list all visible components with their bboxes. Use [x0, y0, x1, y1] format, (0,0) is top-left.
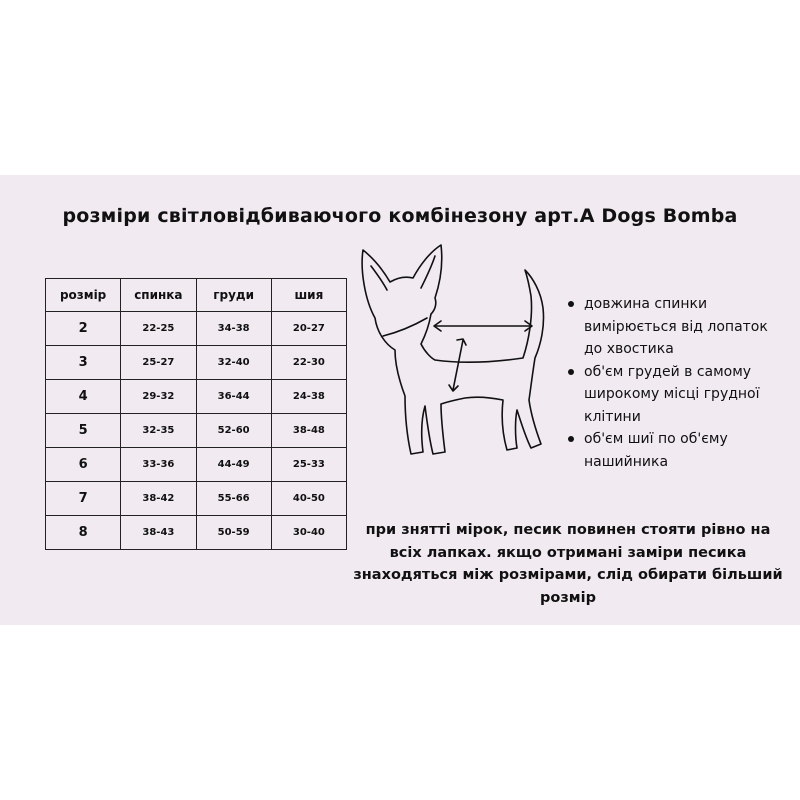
size-cell: 3	[46, 346, 121, 380]
chest-cell: 34-38	[197, 312, 272, 346]
bullet-chest: об'єм грудей в самому широкому місці грудної клітини	[566, 361, 786, 429]
neck-cell: 24-38	[272, 380, 347, 414]
chest-cell: 32-40	[197, 346, 272, 380]
bullet-dot-icon	[568, 369, 574, 375]
table-row	[46, 380, 347, 414]
table-row	[46, 482, 347, 516]
header-chest: груди	[197, 279, 272, 312]
size-cell: 2	[46, 312, 121, 346]
header-size: розмір	[46, 279, 121, 312]
measurement-advice: при знятті мірок, песик повинен стояти рівно на всіх лапках. якщо отримані заміри песика знаходяться між розмірами, слід обирати більший розмір	[353, 522, 783, 606]
neck-cell: 20-27	[272, 312, 347, 346]
chest-cell: 55-66	[197, 482, 272, 516]
neck-cell: 30-40	[272, 516, 347, 550]
size-cell: 4	[46, 380, 121, 414]
dog-outline-icon	[355, 240, 585, 470]
table-row	[46, 516, 347, 550]
chest-cell: 44-49	[197, 448, 272, 482]
neck-cell: 38-48	[272, 414, 347, 448]
header-neck: шия	[272, 279, 347, 312]
chest-cell: 50-59	[197, 516, 272, 550]
neck-cell: 40-50	[272, 482, 347, 516]
chest-cell: 52-60	[197, 414, 272, 448]
table-body	[46, 312, 347, 550]
table-header-row	[46, 279, 347, 312]
back-cell: 33-36	[121, 448, 196, 482]
page-title: розміри світловідбиваючого комбінезону арт.A Dogs Bomba	[62, 205, 738, 227]
size-cell: 8	[46, 516, 121, 550]
size-cell: 7	[46, 482, 121, 516]
table-row	[46, 312, 347, 346]
bullet-back-length: довжина спинки вимірюється від лопаток до хвостика	[566, 293, 786, 361]
back-cell: 29-32	[121, 380, 196, 414]
neck-cell: 22-30	[272, 346, 347, 380]
header-back: спинка	[121, 279, 196, 312]
size-cell: 5	[46, 414, 121, 448]
back-cell: 38-42	[121, 482, 196, 516]
chest-cell: 36-44	[197, 380, 272, 414]
back-cell: 32-35	[121, 414, 196, 448]
bullet-dot-icon	[568, 436, 574, 442]
bullet-dot-icon	[568, 301, 574, 307]
neck-cell: 25-33	[272, 448, 347, 482]
size-table	[45, 278, 347, 550]
table-row	[46, 346, 347, 380]
size-cell: 6	[46, 448, 121, 482]
back-cell: 22-25	[121, 312, 196, 346]
table-row	[46, 414, 347, 448]
back-cell: 25-27	[121, 346, 196, 380]
table-row	[46, 448, 347, 482]
measurement-notes	[566, 293, 786, 473]
back-cell: 38-43	[121, 516, 196, 550]
bullet-neck: об'єм шиї по об'єму нашийника	[566, 428, 786, 473]
